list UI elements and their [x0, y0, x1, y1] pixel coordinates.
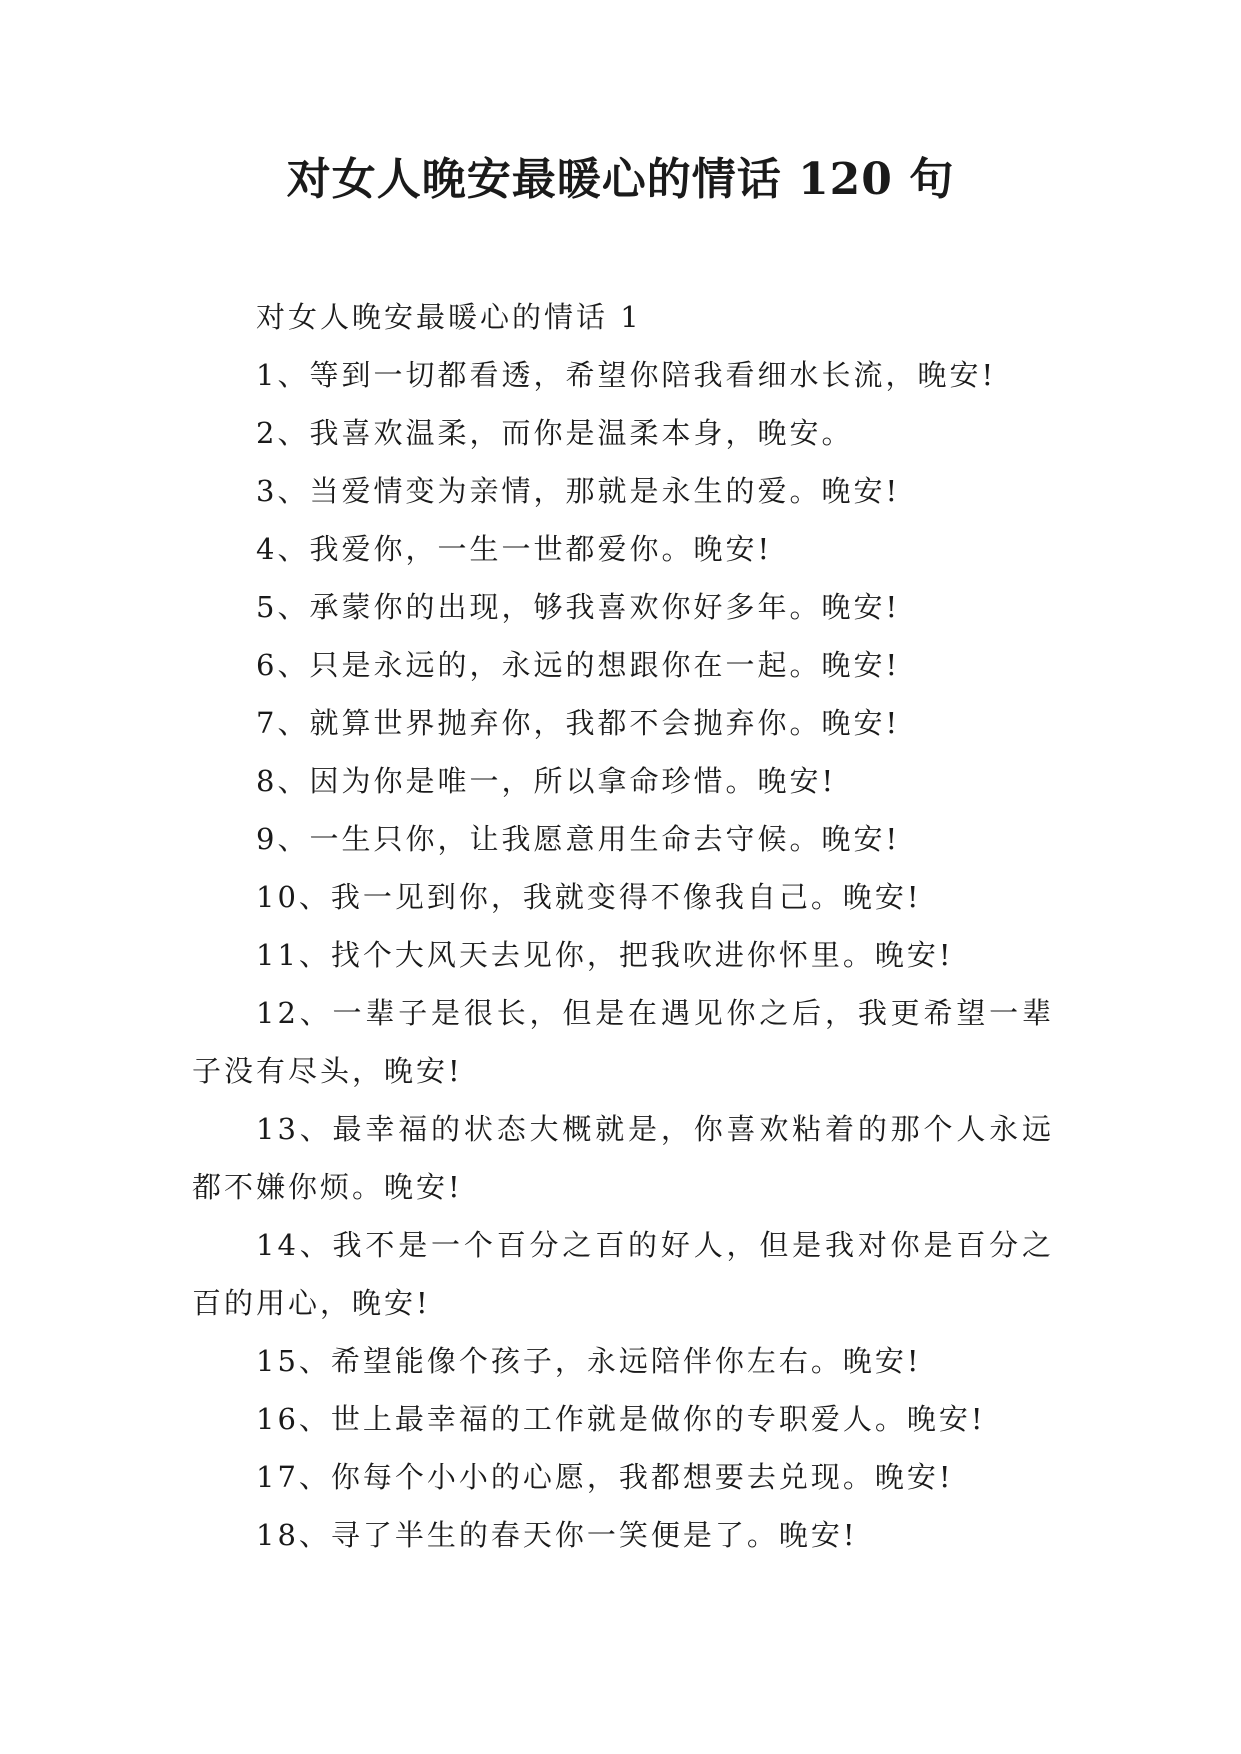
- list-item: 17、你每个小小的心愿，我都想要去兑现。晚安!: [256, 1460, 954, 1494]
- list-item: 2、我喜欢温柔，而你是温柔本身，晚安。: [256, 416, 854, 450]
- list-item: 3、当爱情变为亲情，那就是永生的爱。晚安!: [256, 474, 901, 508]
- list-item: 7、就算世界抛弃你，我都不会抛弃你。晚安!: [256, 706, 901, 740]
- list-item: 16、世上最幸福的工作就是做你的专职爱人。晚安!: [256, 1402, 986, 1436]
- list-item: 4、我爱你，一生一世都爱你。晚安!: [256, 532, 773, 566]
- list-item: 18、寻了半生的春天你一笑便是了。晚安!: [256, 1518, 858, 1552]
- list-item: 9、一生只你，让我愿意用生命去守候。晚安!: [256, 822, 901, 856]
- list-item: 6、只是永远的，永远的想跟你在一起。晚安!: [256, 648, 901, 682]
- document-body: [192, 288, 1054, 1564]
- list-item: 12、一辈子是很长，但是在遇见你之后，我更希望一辈子没有尽头，晚安!: [192, 996, 1054, 1088]
- list-item: 5、承蒙你的出现，够我喜欢你好多年。晚安!: [256, 590, 901, 624]
- list-item: 10、我一见到你，我就变得不像我自己。晚安!: [256, 880, 922, 914]
- list-item: 11、找个大风天去见你，把我吹进你怀里。晚安!: [256, 938, 954, 972]
- section-heading: 对女人晚安最暖心的情话 1: [256, 300, 642, 334]
- list-item: 8、因为你是唯一，所以拿命珍惜。晚安!: [256, 764, 837, 798]
- list-item: 14、我不是一个百分之百的好人，但是我对你是百分之百的用心，晚安!: [192, 1228, 1054, 1320]
- list-item: 13、最幸福的状态大概就是，你喜欢粘着的那个人永远都不嫌你烦。晚安!: [192, 1112, 1054, 1204]
- list-item: 15、希望能像个孩子，永远陪伴你左右。晚安!: [256, 1344, 922, 1378]
- list-item: 1、等到一切都看透，希望你陪我看细水长流，晚安!: [256, 358, 997, 392]
- document-title: 对女人晚安最暖心的情话 120 句: [286, 154, 955, 205]
